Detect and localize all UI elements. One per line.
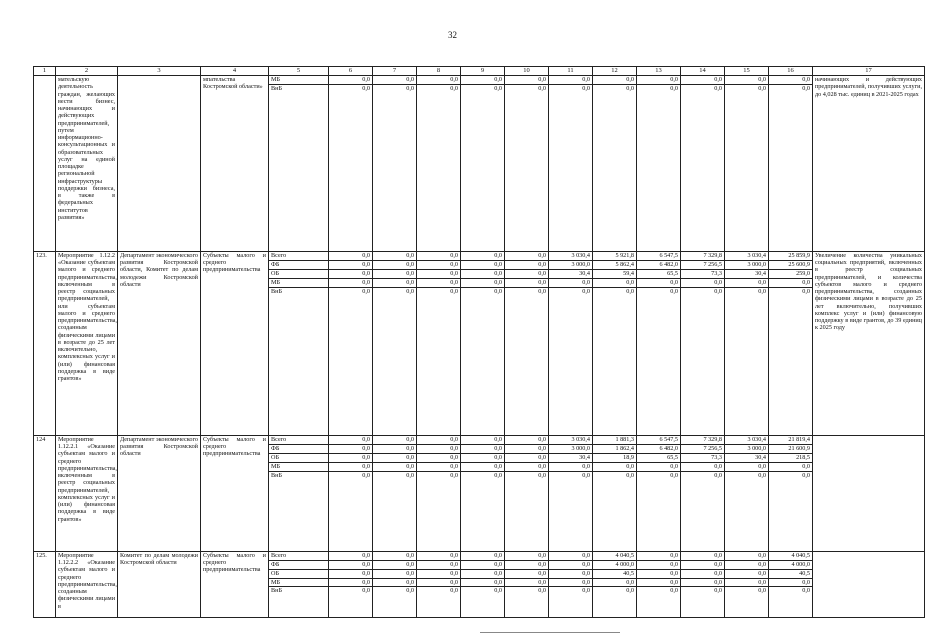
amount-cell: 0,0 [505, 278, 549, 287]
amount-cell: 0,0 [593, 84, 637, 251]
amount-cell: 0,0 [505, 462, 549, 471]
amount-cell: 4 040,5 [593, 551, 637, 560]
column-header: 15 [725, 67, 769, 76]
amount-cell: 0,0 [505, 435, 549, 444]
amount-cell: 0,0 [461, 84, 505, 251]
amount-cell: 73,3 [681, 269, 725, 278]
funding-source: Всего [269, 551, 329, 560]
amount-cell: 0,0 [505, 453, 549, 462]
column-header: 12 [593, 67, 637, 76]
amount-cell: 0,0 [461, 462, 505, 471]
amount-cell: 0,0 [725, 551, 769, 560]
amount-cell: 0,0 [417, 76, 461, 85]
amount-cell: 4 000,0 [593, 560, 637, 569]
page-number: 32 [448, 30, 457, 40]
amount-cell: 18,9 [593, 453, 637, 462]
amount-cell: 0,0 [505, 287, 549, 435]
amount-cell: 3 030,4 [725, 435, 769, 444]
amount-cell: 0,0 [373, 551, 417, 560]
amount-cell: 0,0 [593, 578, 637, 587]
amount-cell: 0,0 [417, 251, 461, 260]
funding-source: МБ [269, 278, 329, 287]
amount-cell: 0,0 [461, 471, 505, 551]
amount-cell: 0,0 [417, 560, 461, 569]
amount-cell: 0,0 [505, 84, 549, 251]
amount-cell: 0,0 [373, 560, 417, 569]
amount-cell: 0,0 [637, 84, 681, 251]
column-header: 4 [201, 67, 269, 76]
column-header: 8 [417, 67, 461, 76]
amount-cell: 0,0 [417, 435, 461, 444]
column-header: 13 [637, 67, 681, 76]
amount-cell: 0,0 [681, 471, 725, 551]
amount-cell: 0,0 [417, 444, 461, 453]
amount-cell: 6 482,0 [637, 260, 681, 269]
amount-cell: 30,4 [725, 453, 769, 462]
amount-cell: 0,0 [769, 76, 813, 85]
amount-cell: 0,0 [461, 444, 505, 453]
amount-cell: 0,0 [769, 278, 813, 287]
amount-cell: 0,0 [725, 462, 769, 471]
funding-source: Всего [269, 435, 329, 444]
amount-cell: 0,0 [637, 471, 681, 551]
funding-source: ФБ [269, 560, 329, 569]
amount-cell: 0,0 [417, 453, 461, 462]
amount-cell: 0,0 [329, 444, 373, 453]
column-header: 2 [56, 67, 118, 76]
amount-cell: 0,0 [593, 471, 637, 551]
amount-cell: 0,0 [461, 269, 505, 278]
amount-cell: 0,0 [329, 251, 373, 260]
amount-cell: 0,0 [725, 471, 769, 551]
amount-cell: 0,0 [505, 269, 549, 278]
amount-cell: 0,0 [329, 587, 373, 617]
amount-cell: 0,0 [329, 471, 373, 551]
amount-cell: 0,0 [505, 444, 549, 453]
amount-cell: 0,0 [725, 287, 769, 435]
amount-cell: 0,0 [461, 435, 505, 444]
executor [118, 76, 201, 252]
amount-cell: 0,0 [461, 260, 505, 269]
table-row [34, 251, 925, 260]
expected-result [813, 551, 925, 617]
executor: Департамент экономического развития Костромской области [118, 435, 201, 551]
amount-cell: 0,0 [329, 287, 373, 435]
amount-cell: 0,0 [549, 560, 593, 569]
amount-cell: 0,0 [637, 560, 681, 569]
amount-cell: 0,0 [637, 578, 681, 587]
row-number: 125. [34, 551, 56, 617]
program-table [33, 66, 925, 618]
amount-cell: 0,0 [505, 578, 549, 587]
amount-cell: 4 000,0 [769, 560, 813, 569]
amount-cell: 0,0 [417, 551, 461, 560]
amount-cell: 0,0 [549, 551, 593, 560]
amount-cell: 0,0 [373, 260, 417, 269]
amount-cell: 0,0 [417, 269, 461, 278]
amount-cell: 0,0 [637, 569, 681, 578]
funding-source: ОБ [269, 569, 329, 578]
amount-cell: 0,0 [505, 560, 549, 569]
amount-cell: 0,0 [725, 587, 769, 617]
amount-cell: 0,0 [373, 84, 417, 251]
funding-source: ОБ [269, 453, 329, 462]
column-header: 7 [373, 67, 417, 76]
amount-cell: 0,0 [329, 269, 373, 278]
amount-cell: 0,0 [681, 278, 725, 287]
amount-cell: 0,0 [725, 76, 769, 85]
amount-cell: 0,0 [681, 587, 725, 617]
amount-cell: 0,0 [461, 76, 505, 85]
amount-cell: 7 329,8 [681, 435, 725, 444]
amount-cell: 0,0 [505, 569, 549, 578]
amount-cell: 65,5 [637, 269, 681, 278]
expected-result: Увеличение количества уникальных социальных предприятий, включенных в реестр социальных предпринимателей, и количества субъектов малого и среднего предпринимательства, созданных физическими лицами в возрасте до 25 лет включительно, получивших комплекс услуг и (или) финансовую поддержку в виде грантов, до 39 единиц к 2025 году [813, 251, 925, 435]
amount-cell: 0,0 [549, 578, 593, 587]
amount-cell: 0,0 [505, 587, 549, 617]
amount-cell: 0,0 [329, 260, 373, 269]
amount-cell: 3 000,0 [549, 260, 593, 269]
amount-cell: 3 000,0 [725, 444, 769, 453]
amount-cell: 0,0 [461, 251, 505, 260]
activity-name: Мероприятие 1.12.2 «Оказание субъектам малого и среднего предпринимательства, включенным в реестр социальных предпринимателей, или субъектам малого и среднего предпринимательства, созданным физическими лицами в возрасте до 25 лет включительно, комплексных услуг и (или) финансовая поддержка в виде грантов» [56, 251, 118, 435]
amount-cell: 59,4 [593, 269, 637, 278]
amount-cell: 7 329,8 [681, 251, 725, 260]
amount-cell: 0,0 [549, 569, 593, 578]
amount-cell: 0,0 [637, 551, 681, 560]
amount-cell: 0,0 [549, 278, 593, 287]
amount-cell: 0,0 [329, 560, 373, 569]
amount-cell: 0,0 [769, 84, 813, 251]
amount-cell: 0,0 [681, 287, 725, 435]
amount-cell: 0,0 [417, 471, 461, 551]
amount-cell: 1 862,4 [593, 444, 637, 453]
amount-cell: 0,0 [637, 287, 681, 435]
amount-cell: 0,0 [637, 76, 681, 85]
amount-cell: 0,0 [329, 435, 373, 444]
amount-cell: 0,0 [593, 278, 637, 287]
row-number: 124 [34, 435, 56, 551]
amount-cell: 0,0 [417, 260, 461, 269]
amount-cell: 0,0 [505, 551, 549, 560]
amount-cell: 0,0 [329, 462, 373, 471]
amount-cell: 0,0 [725, 560, 769, 569]
executor: Комитет по делам молодежи Костромской области [118, 551, 201, 617]
amount-cell: 0,0 [725, 578, 769, 587]
column-header: 11 [549, 67, 593, 76]
amount-cell: 40,5 [769, 569, 813, 578]
amount-cell: 0,0 [329, 569, 373, 578]
funding-source: ФБ [269, 260, 329, 269]
amount-cell: 0,0 [373, 578, 417, 587]
amount-cell: 3 000,0 [549, 444, 593, 453]
amount-cell: 0,0 [329, 551, 373, 560]
activity-name: Мероприятие 1.12.2.2 «Оказание субъектам малого и среднего предпринимательства, созданным физическими лицами в [56, 551, 118, 617]
amount-cell: 0,0 [549, 76, 593, 85]
amount-cell: 0,0 [593, 287, 637, 435]
amount-cell: 0,0 [549, 84, 593, 251]
funding-source: ВнБ [269, 587, 329, 617]
amount-cell: 40,5 [593, 569, 637, 578]
amount-cell: 0,0 [329, 578, 373, 587]
recipient: Субъекты малого и среднего предпринимательства [201, 251, 269, 435]
amount-cell: 0,0 [417, 587, 461, 617]
amount-cell: 0,0 [417, 569, 461, 578]
amount-cell: 0,0 [681, 551, 725, 560]
amount-cell: 30,4 [549, 453, 593, 462]
amount-cell: 0,0 [461, 287, 505, 435]
row-number: 123. [34, 251, 56, 435]
column-header: 1 [34, 67, 56, 76]
amount-cell: 0,0 [593, 462, 637, 471]
column-header: 9 [461, 67, 505, 76]
amount-cell: 1 881,3 [593, 435, 637, 444]
amount-cell: 0,0 [769, 471, 813, 551]
amount-cell: 0,0 [725, 278, 769, 287]
amount-cell: 0,0 [329, 84, 373, 251]
column-header: 17 [813, 67, 925, 76]
amount-cell: 65,5 [637, 453, 681, 462]
amount-cell: 0,0 [637, 462, 681, 471]
executor: Департамент экономического развития Костромской области, Комитет по делам молодежи Костромской области [118, 251, 201, 435]
amount-cell: 0,0 [461, 578, 505, 587]
amount-cell: 0,0 [505, 471, 549, 551]
amount-cell: 0,0 [417, 278, 461, 287]
amount-cell: 0,0 [461, 453, 505, 462]
funding-source: ВнБ [269, 287, 329, 435]
expected-result [813, 435, 925, 551]
amount-cell: 0,0 [329, 76, 373, 85]
amount-cell: 0,0 [769, 462, 813, 471]
expected-result: начинающих и действующих предпринимателей, получивших услуги, до 4,028 тыс. единиц в 2021-2025 годах [813, 76, 925, 252]
amount-cell: 0,0 [505, 251, 549, 260]
amount-cell: 3 030,4 [549, 435, 593, 444]
amount-cell: 0,0 [461, 551, 505, 560]
amount-cell: 0,0 [505, 260, 549, 269]
column-header: 6 [329, 67, 373, 76]
amount-cell: 4 040,5 [769, 551, 813, 560]
amount-cell: 0,0 [417, 578, 461, 587]
funding-source: МБ [269, 578, 329, 587]
amount-cell: 0,0 [417, 84, 461, 251]
amount-cell: 259,0 [769, 269, 813, 278]
amount-cell: 6 547,5 [637, 251, 681, 260]
amount-cell: 7 256,5 [681, 260, 725, 269]
amount-cell: 0,0 [373, 269, 417, 278]
amount-cell: 0,0 [373, 435, 417, 444]
amount-cell: 0,0 [329, 278, 373, 287]
column-header: 16 [769, 67, 813, 76]
amount-cell: 3 030,4 [725, 251, 769, 260]
column-header: 5 [269, 67, 329, 76]
amount-cell: 30,4 [549, 269, 593, 278]
amount-cell: 0,0 [549, 587, 593, 617]
amount-cell: 0,0 [549, 462, 593, 471]
recipient: мпательства Костромской области» [201, 76, 269, 252]
amount-cell: 7 256,5 [681, 444, 725, 453]
amount-cell: 25 600,9 [769, 260, 813, 269]
scan-artifact-line [480, 632, 620, 633]
amount-cell: 21 600,9 [769, 444, 813, 453]
amount-cell: 0,0 [373, 76, 417, 85]
funding-source: ФБ [269, 444, 329, 453]
amount-cell: 30,4 [725, 269, 769, 278]
amount-cell: 0,0 [769, 287, 813, 435]
amount-cell: 0,0 [769, 587, 813, 617]
amount-cell: 6 482,0 [637, 444, 681, 453]
funding-source: Всего [269, 251, 329, 260]
amount-cell: 0,0 [637, 278, 681, 287]
funding-source: МБ [269, 462, 329, 471]
recipient: Субъекты малого и среднего предпринимательства [201, 435, 269, 551]
amount-cell: 3 030,4 [549, 251, 593, 260]
amount-cell: 218,5 [769, 453, 813, 462]
funding-source: МБ [269, 76, 329, 85]
amount-cell: 0,0 [681, 578, 725, 587]
amount-cell: 5 921,8 [593, 251, 637, 260]
table-row [34, 551, 925, 560]
amount-cell: 0,0 [461, 560, 505, 569]
table-row [34, 76, 925, 85]
amount-cell: 0,0 [373, 462, 417, 471]
amount-cell: 0,0 [373, 471, 417, 551]
amount-cell: 5 862,4 [593, 260, 637, 269]
amount-cell: 21 819,4 [769, 435, 813, 444]
amount-cell: 0,0 [373, 278, 417, 287]
amount-cell: 6 547,5 [637, 435, 681, 444]
amount-cell: 0,0 [725, 569, 769, 578]
amount-cell: 0,0 [461, 569, 505, 578]
amount-cell: 0,0 [681, 569, 725, 578]
amount-cell: 0,0 [373, 587, 417, 617]
amount-cell: 0,0 [417, 462, 461, 471]
funding-source: ВнБ [269, 471, 329, 551]
amount-cell: 0,0 [461, 278, 505, 287]
column-header: 14 [681, 67, 725, 76]
amount-cell: 0,0 [637, 587, 681, 617]
activity-name: Мероприятие 1.12.2.1 «Оказание субъектам малого и среднего предпринимательства, включенным в реестр социальных предпринимателей, комплексных услуг и (или) финансовая поддержка в виде грантов» [56, 435, 118, 551]
amount-cell: 3 000,0 [725, 260, 769, 269]
column-header: 10 [505, 67, 549, 76]
amount-cell: 0,0 [373, 569, 417, 578]
amount-cell: 0,0 [329, 453, 373, 462]
amount-cell: 0,0 [373, 444, 417, 453]
amount-cell: 0,0 [593, 587, 637, 617]
amount-cell: 0,0 [505, 76, 549, 85]
amount-cell: 0,0 [681, 84, 725, 251]
recipient: Субъекты малого и среднего предпринимательства [201, 551, 269, 617]
amount-cell: 0,0 [681, 76, 725, 85]
amount-cell: 0,0 [549, 287, 593, 435]
column-header: 3 [118, 67, 201, 76]
amount-cell: 0,0 [461, 587, 505, 617]
amount-cell: 73,3 [681, 453, 725, 462]
activity-name: мательскую деятельность граждан, желающих вести бизнес, начинающих и действующих предпринимателей, путем информационно-консультационных и образовательных услуг на единой площадке региональной инфраструктуры поддержки бизнеса, в также в федеральных институтов развития» [56, 76, 118, 252]
row-number [34, 76, 56, 252]
amount-cell: 25 859,9 [769, 251, 813, 260]
amount-cell: 0,0 [769, 578, 813, 587]
amount-cell: 0,0 [681, 462, 725, 471]
amount-cell: 0,0 [593, 76, 637, 85]
table-row [34, 435, 925, 444]
amount-cell: 0,0 [549, 471, 593, 551]
amount-cell: 0,0 [373, 453, 417, 462]
funding-source: ВнБ [269, 84, 329, 251]
amount-cell: 0,0 [725, 84, 769, 251]
amount-cell: 0,0 [417, 287, 461, 435]
amount-cell: 0,0 [373, 287, 417, 435]
amount-cell: 0,0 [681, 560, 725, 569]
amount-cell: 0,0 [373, 251, 417, 260]
header-row [34, 67, 925, 76]
funding-source: ОБ [269, 269, 329, 278]
